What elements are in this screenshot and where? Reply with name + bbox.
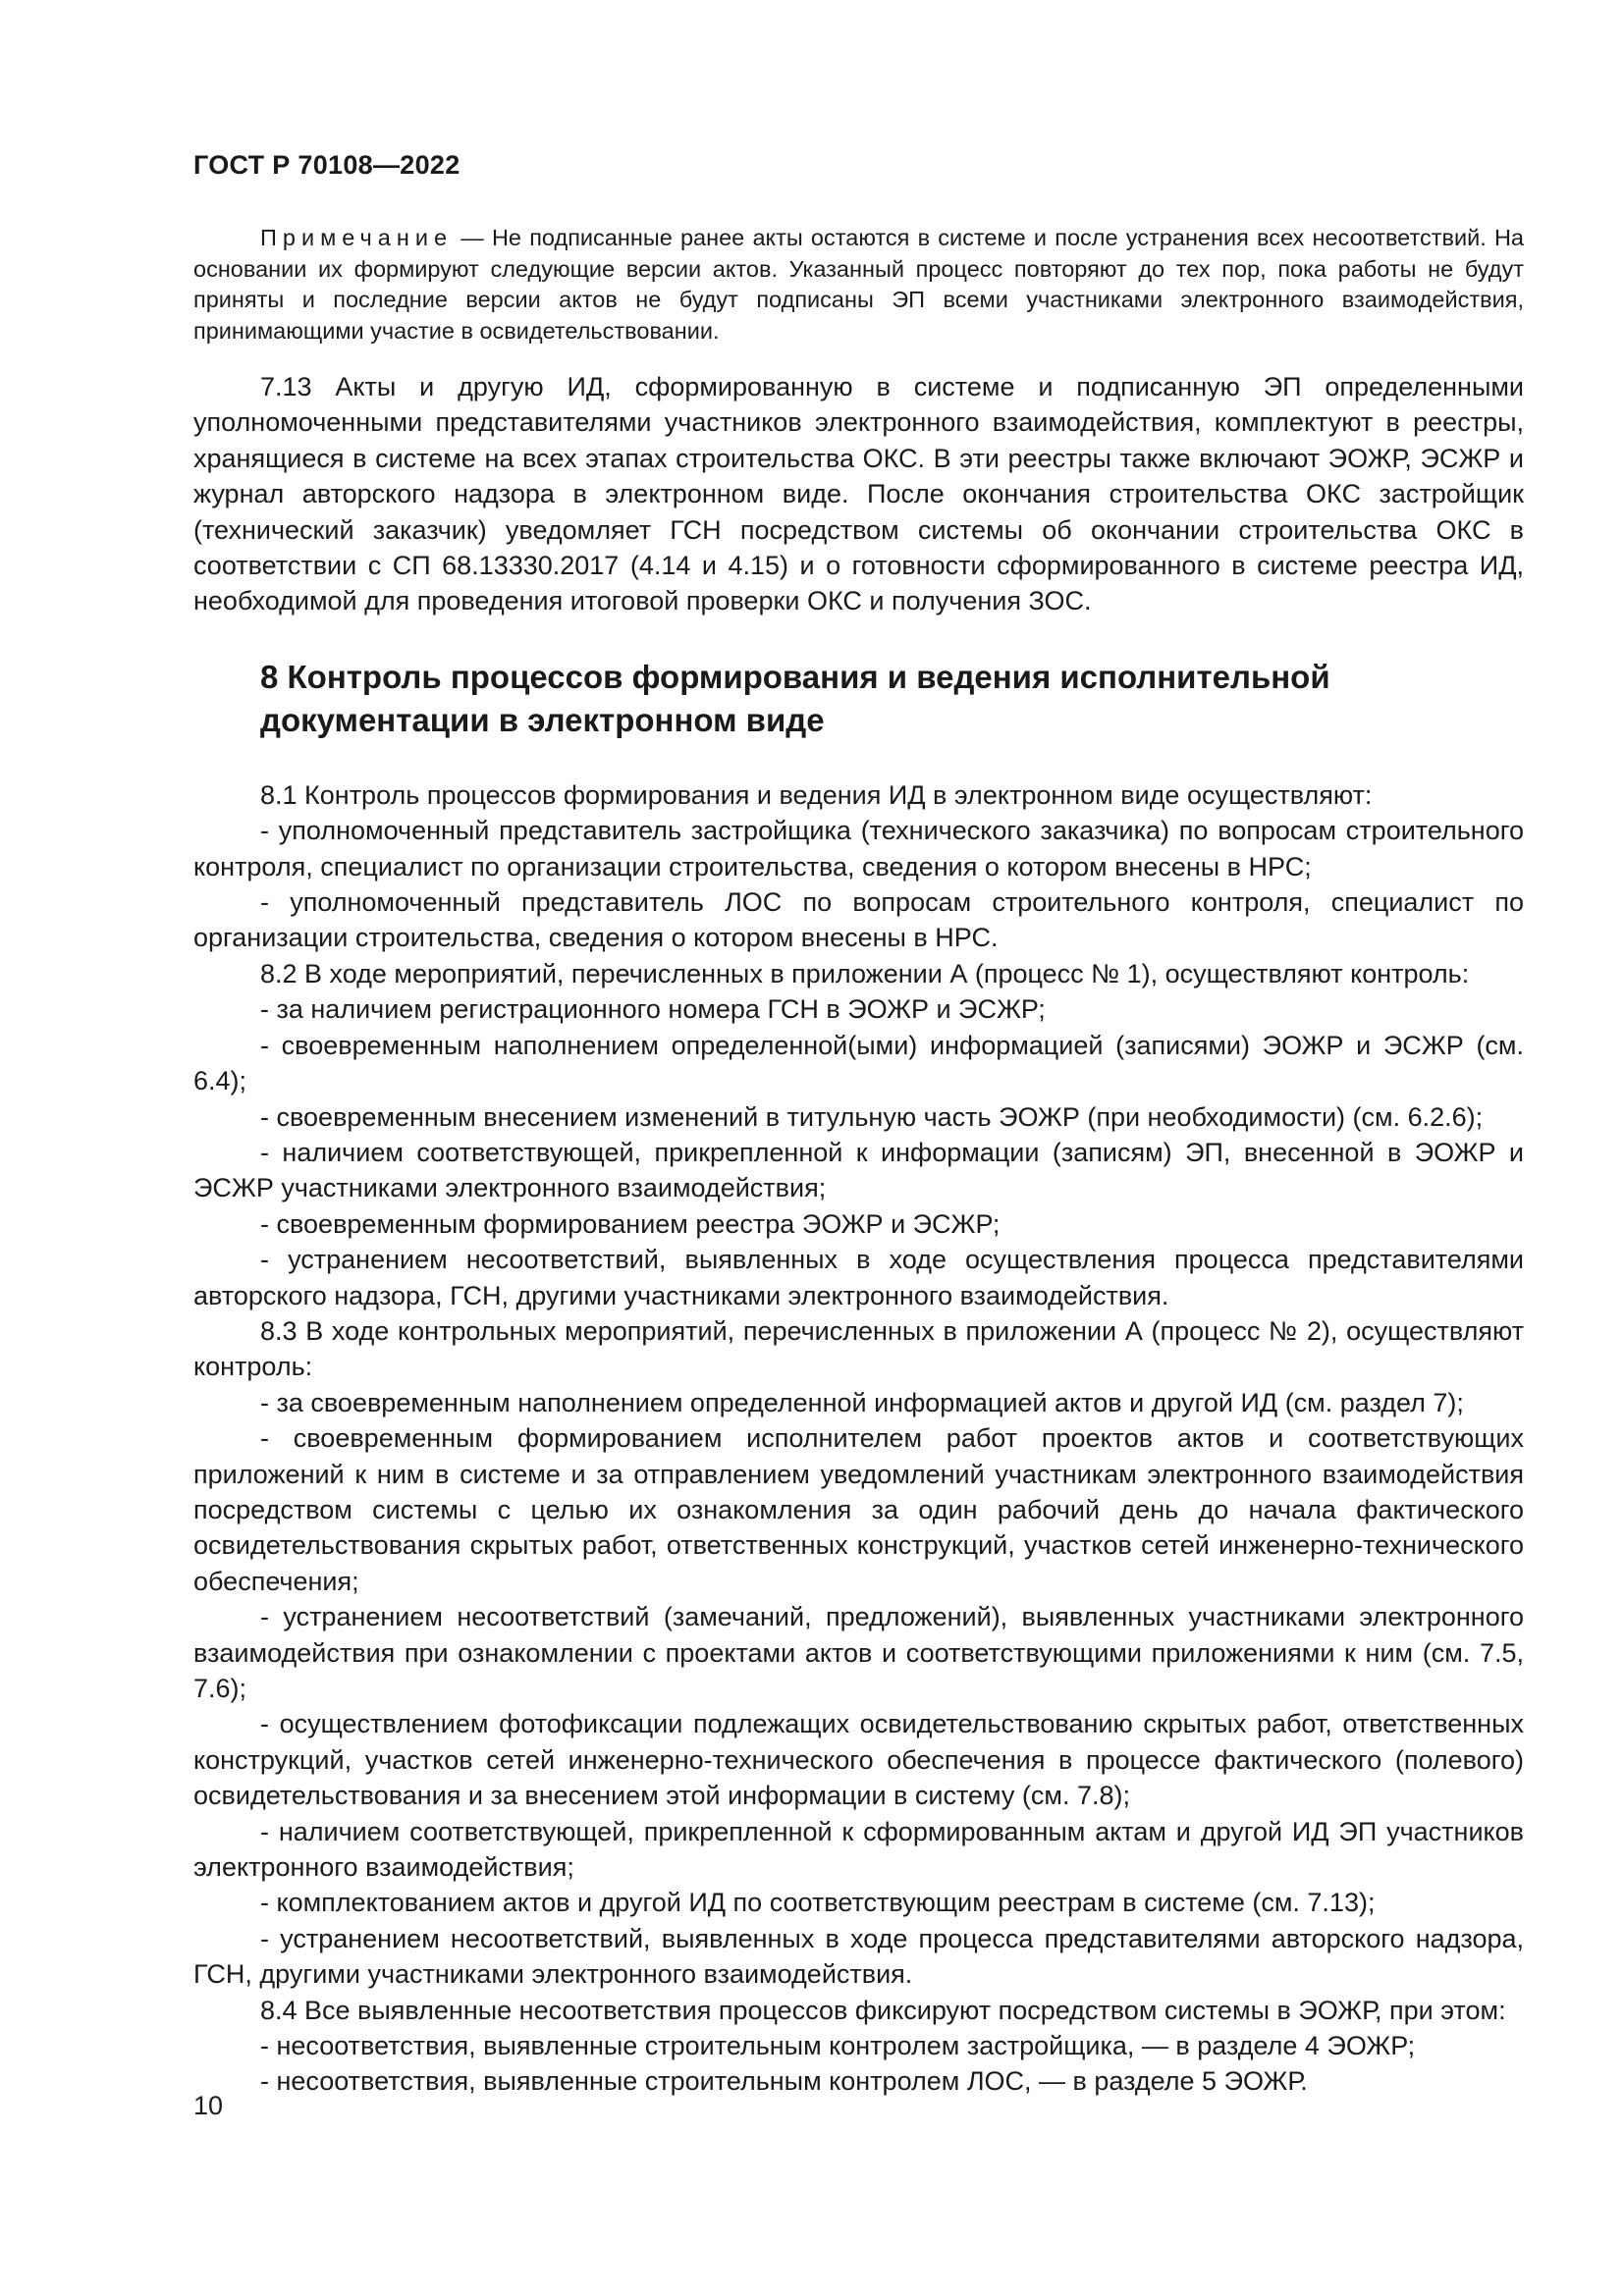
list-item: - устранением несоответствий, выявленных в ходе осуществления процесса представителями авторского надзора, ГСН, другими участниками электронного взаимодействия. bbox=[193, 1245, 1524, 1310]
list-item: - наличием соответствующей, прикрепленной к сформированным актам и другой ИД ЭП участников электронного взаимодействия; bbox=[193, 1816, 1524, 1883]
section-8-heading: 8 Контроль процессов формирования и ведения исполнительной документации в электронном виде bbox=[260, 658, 1330, 738]
list-item: - своевременным внесением изменений в титульную часть ЭОЖР (при необходимости) (см. 6.2.6); bbox=[260, 1101, 1484, 1132]
list-item: - наличием соответствующей, прикрепленной к информации (записям) ЭП, внесенной в ЭОЖР и ЭСЖР участниками электронного взаимодействия; bbox=[193, 1137, 1524, 1203]
list-item: - своевременным формированием реестра ЭОЖР и ЭСЖР; bbox=[260, 1208, 1001, 1239]
document-code-header: ГОСТ Р 70108—2022 bbox=[193, 150, 460, 180]
main-text bbox=[193, 369, 1524, 2100]
list-item: - устранением несоответствий, выявленных в ходе процесса представителями авторского надзора, ГСН, другими участниками электронного взаимодействия. bbox=[193, 1923, 1524, 1990]
paragraph: 8.2 В ходе мероприятий, перечисленных в приложении А (процесс № 1), осуществляют контроль: bbox=[260, 958, 1470, 988]
clause-7-13: 7.13 Акты и другую ИД, сформированную в системе и подписанную ЭП определенными уполномоченными представителями участников электронного взаимодействия, комплектуют в реестры, хранящиеся в системе на всех этапах строительства ОКС. В эти реестры также включают ЭОЖР, ЭСЖР и журнал авторского надзора в электронном виде. После окончания строительства ОКС застройщик (технический заказчик) уведомляет ГСН посредством системы об окончании строительства ОКС в соответствии с СП 68.13330.2017 (4.14 и 4.15) и о готовности сформированного в системе реестра ИД, необходимой для проведения итоговой проверки ОКС и получения ЗОС. bbox=[193, 372, 1524, 616]
page-number: 10 bbox=[193, 2091, 224, 2120]
list-item: - за наличием регистрационного номера ГСН в ЭОЖР и ЭСЖР; bbox=[260, 994, 1046, 1025]
paragraph: 8.3 В ходе контрольных мероприятий, перечисленных в приложении А (процесс № 2), осуществляют контроль: bbox=[193, 1315, 1524, 1382]
note-text: — Не подписанные ранее акты остаются в системе и после устранения всех несоответствий. На основании их формируют следующие версии актов. Указанный процесс повторяют до тех пор, пока работы не будут приняты и последние версии актов не будут подписаны ЭП всеми участниками электронного взаимодействия, принимающими участие в освидетельствовании. bbox=[193, 225, 1524, 344]
list-item: - осуществлением фотофиксации подлежащих освидетельствованию скрытых работ, ответственных конструкций, участков сетей инженерно-технического обеспечения в процессе фактического (полевого) освидетельствования и за внесением этой информации в систему (см. 7.8); bbox=[193, 1709, 1524, 1811]
list-item: - комплектованием актов и другой ИД по соответствующим реестрам в системе (см. 7.13); bbox=[260, 1888, 1376, 1918]
paragraph: 8.4 Все выявленные несоответствия процессов фиксируют посредством системы в ЭОЖР, при этом: bbox=[260, 1995, 1506, 2025]
list-item: - несоответствия, выявленные строительным контролем застройщика, — в разделе 4 ЭОЖР; bbox=[260, 2031, 1416, 2061]
paragraph: 8.1 Контроль процессов формирования и ведения ИД в электронном виде осуществляют: bbox=[260, 779, 1373, 810]
list-item: - уполномоченный представитель ЛОС по вопросам строительного контроля, специалист по организации строительства, сведения о котором внесены в НРС. bbox=[193, 887, 1524, 953]
note-paragraph bbox=[193, 223, 1524, 347]
list-item: - за своевременным наполнением определенной информацией актов и другой ИД (см. раздел 7); bbox=[260, 1387, 1464, 1417]
list-item: - устранением несоответствий (замечаний, предложений), выявленных участниками электронного взаимодействия при ознакомлении с проектами актов и соответствующими приложениями к ним (см. 7.5, 7.6); bbox=[193, 1602, 1524, 1703]
list-item: - уполномоченный представитель застройщика (технического заказчика) по вопросам строительного контроля, специалист по организации строительства, сведения о котором внесены в НРС; bbox=[193, 816, 1524, 881]
list-item: - своевременным наполнением определенной(ыми) информацией (записями) ЭОЖР и ЭСЖР (см. 6.4); bbox=[193, 1030, 1524, 1096]
list-item: - своевременным формированием исполнителем работ проектов актов и соответствующих приложений к ним в системе и за отправлением уведомлений участникам электронного взаимодействия посредством системы с целью их ознакомления за один рабочий день до начала фактического освидетельствования скрытых работ, ответственных конструкций, участков сетей инженерно-технического обеспечения; bbox=[193, 1423, 1524, 1596]
note-block bbox=[193, 223, 1524, 347]
note-label: Примечание bbox=[260, 225, 454, 250]
list-item: - несоответствия, выявленные строительным контролем ЛОС, — в разделе 5 ЭОЖР. bbox=[260, 2066, 1308, 2097]
